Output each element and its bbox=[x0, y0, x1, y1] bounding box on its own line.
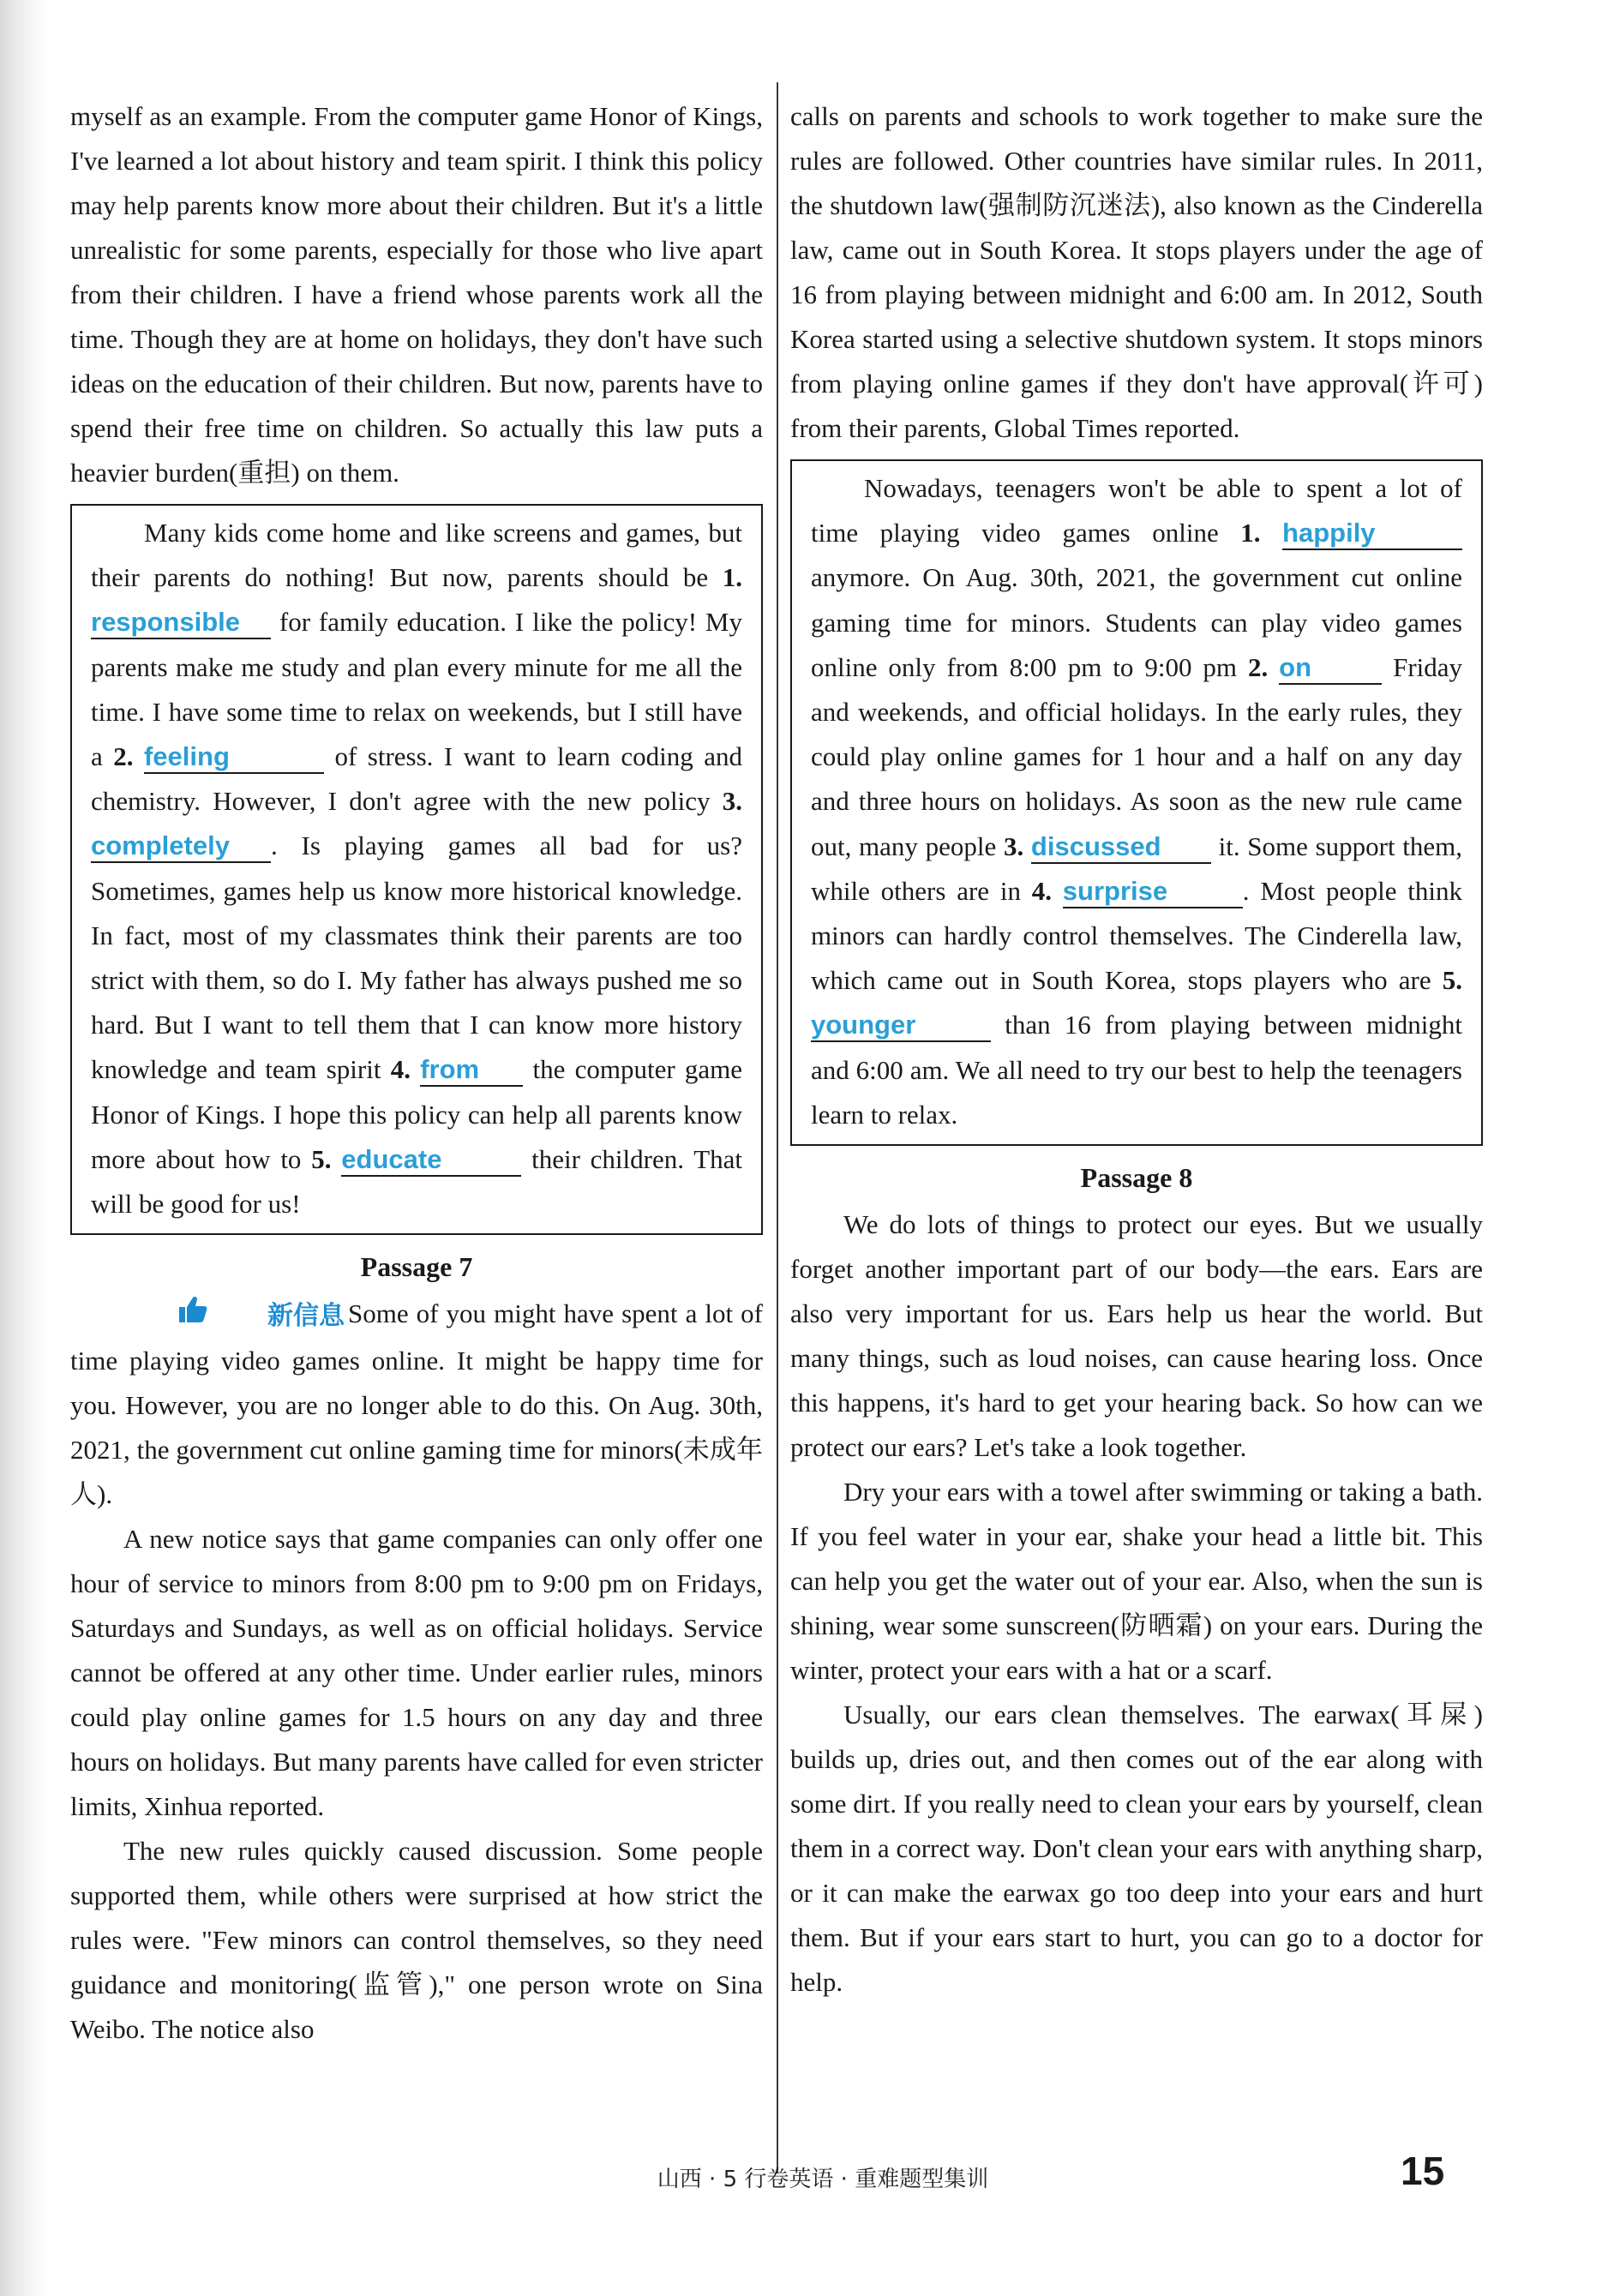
passage7-continued-text: calls on parents and schools to work together to make sure the rules are followed. Other countries have similar rules. In 2011, the shutdown law(强制防沉迷法), also known as the Cinderella law, came out in South Korea. It stops players under the age of 16 from playing between midnight and 6:00 am. In 2012, South Korea started using a selective shutdown system. It stops minors from playing online games if they don't have approval(许可) from their parents, Global Times reported. bbox=[790, 101, 1483, 443]
right-column bbox=[790, 94, 1483, 2005]
answer-text: completely bbox=[91, 830, 230, 861]
new-info-label: 新信息 bbox=[267, 1301, 345, 1332]
answer-text: on bbox=[1279, 651, 1312, 682]
passage7-paragraph-1 bbox=[70, 1292, 763, 1517]
answer-blank-3 bbox=[1031, 831, 1211, 864]
answer-blank-5 bbox=[341, 1144, 521, 1177]
summary-text: of stress. I want to learn coding and chemistry. However, I don't agree with the new policy bbox=[91, 741, 743, 817]
passage7-paragraph-2: A new notice says that game companies can only offer one hour of service to minors from 8:00 pm to 9:00 pm on Fridays, Saturdays and Sundays, as well as on official holidays. Service cannot be offered at any other time. Under earlier rules, minors could play online games for 1.5 hours on any day and three hours on holidays. But many parents have called for even stricter limits, Xinhua reported. bbox=[70, 1524, 763, 1822]
answer-blank-4 bbox=[1063, 876, 1243, 908]
summary-text: than 16 from playing between midnight and 6:00 am. We all need to try our best to help the teenagers learn to relax. bbox=[811, 1010, 1462, 1130]
summary-text: for family education. I like the policy! My parents make me study and plan every minute for me all the time. I have some time to relax on weekends, but I still have a bbox=[91, 607, 742, 772]
left-column bbox=[70, 94, 763, 2052]
answer-text: feeling bbox=[143, 741, 230, 772]
answer-blank-1 bbox=[91, 607, 271, 639]
summary-text: anymore. On Aug. 30th, 2021, the government cut online gaming time for minors. Students can play video games online only from 8:00 pm to 9:00 pm bbox=[811, 562, 1462, 682]
footer-book-title: 山西 · 5 行卷英语 · 重难题型集训 bbox=[657, 2167, 989, 2192]
passage6-summary-box bbox=[70, 504, 763, 1235]
summary-text: it. Some support them, while others are in bbox=[811, 830, 1463, 906]
passage8-paragraph-1: We do lots of things to protect our eyes. But we usually forget another important part of our body—the ears. Ears are also very important for us. Ears help us hear the world. But many things, such as loud noises, can cause hearing loss. Once this happens, it's hard to get your hearing back. So how can we protect our ears? Let's take a look together. bbox=[790, 1209, 1483, 1463]
answer-text: younger bbox=[811, 1010, 916, 1040]
passage7-paragraph-3: The new rules quickly caused discussion. Some people supported them, while others were surprised at how strict the rules were. "Few minors can control themselves, so they need guidance and monitoring(监管)," one person wrote on Sina Weibo. The notice also bbox=[70, 1836, 763, 2045]
answer-text: surprise bbox=[1062, 875, 1168, 906]
passage8-paragraph-3: Usually, our ears clean themselves. The earwax(耳屎) builds up, dries out, and then comes out of the ear along with some dirt. If you really need to clean your ears by yourself, clean them in a correct way. Don't clean your ears with anything sharp, or it can make the earwax go too deep into your ears and hurt them. But if your ears start to hurt, you can go to a doctor for help. bbox=[790, 1700, 1483, 1998]
passage8-title: Passage 8 bbox=[1080, 1162, 1193, 1194]
answer-text: discussed bbox=[1030, 830, 1161, 861]
page-number: 15 bbox=[1401, 2149, 1445, 2193]
passage7-title: Passage 7 bbox=[360, 1251, 473, 1283]
blank-number: 2. bbox=[1247, 651, 1269, 682]
blank-number: 5. bbox=[1442, 965, 1462, 996]
summary-text: their children. That will be good for us! bbox=[91, 1143, 743, 1220]
blank-number: 4. bbox=[390, 1054, 411, 1085]
summary-text: the computer game Honor of Kings. I hope this policy can help all parents know more about how to bbox=[91, 1054, 743, 1174]
blank-number: 3. bbox=[1003, 830, 1024, 861]
answer-blank-2 bbox=[1279, 652, 1382, 685]
new-info-badge bbox=[123, 1294, 345, 1339]
blank-number: 2. bbox=[113, 741, 134, 772]
answer-blank-4 bbox=[420, 1054, 523, 1087]
answer-blank-3 bbox=[91, 830, 271, 863]
answer-text: responsible bbox=[91, 607, 240, 638]
page-binding-shadow bbox=[0, 0, 50, 2296]
passage6-continued-text: myself as an example. From the computer game Honor of Kings, I've learned a lot about history and team spirit. I think this policy may help parents know more about their children. But it's a little unrealistic for some parents, especially for those who live apart from their children. I have a friend whose parents work all the time. Though they are at home on holidays, they don't have such ideas on the education of their children. But now, parents have to spend their free time on children. So actually this law puts a heavier burden(重担) on them. bbox=[70, 101, 763, 488]
summary-paragraph bbox=[811, 466, 1462, 1137]
answer-blank-2 bbox=[144, 741, 324, 774]
summary-paragraph bbox=[91, 511, 742, 1226]
summary-text: Friday and weekends, and official holidays. In the early rules, they could play online games for 1 hour and a half on any day and three hours on holidays. As soon as the new rule came out, many people bbox=[811, 651, 1463, 861]
passage8-paragraph-2: Dry your ears with a towel after swimming or taking a bath. If you feel water in your ear, shake your head a little bit. This can help you get the water out of your ear. Also, when the sun is shining, wear some sunscreen(防晒霜) on your ears. During the winter, protect your ears with a hat or a scarf. bbox=[790, 1477, 1483, 1686]
passage7-summary-box bbox=[790, 459, 1483, 1146]
answer-text: educate bbox=[341, 1143, 442, 1174]
thumbs-up-icon bbox=[123, 1294, 209, 1339]
blank-number: 3. bbox=[722, 786, 742, 817]
paragraph-text: Some of you might have spent a lot of time playing video games online. It might be happy time for you. However, you are no longer able to do this. On Aug. 30th, 2021, the government cut online gaming time for minors(未成年人). bbox=[70, 1298, 763, 1510]
blank-number: 4. bbox=[1031, 875, 1052, 906]
answer-blank-5 bbox=[811, 1010, 991, 1042]
blank-number: 1. bbox=[1240, 518, 1261, 549]
summary-text: . Is playing games all bad for us? Sometimes, games help us know more historical knowledge. In fact, most of my classmates think their parents are too strict with them, so do I. My father has always pushed me so hard. But I want to tell them that I can know more history knowledge and team spirit bbox=[91, 830, 742, 1085]
column-divider bbox=[777, 82, 778, 2173]
blank-number: 5. bbox=[311, 1143, 332, 1174]
answer-text: happily bbox=[1282, 518, 1376, 549]
summary-text: . Most people think minors can hardly control themselves. The Cinderella law, which came out in South Korea, stops players who are bbox=[811, 875, 1463, 996]
answer-text: from bbox=[420, 1054, 480, 1085]
blank-number: 1. bbox=[722, 562, 743, 593]
answer-blank-1 bbox=[1282, 518, 1462, 550]
summary-text: Many kids come home and like screens and games, but their parents do nothing! But now, parents should be bbox=[91, 518, 742, 593]
summary-text: Nowadays, teenagers won't be able to spent a lot of time playing video games online bbox=[811, 473, 1462, 549]
